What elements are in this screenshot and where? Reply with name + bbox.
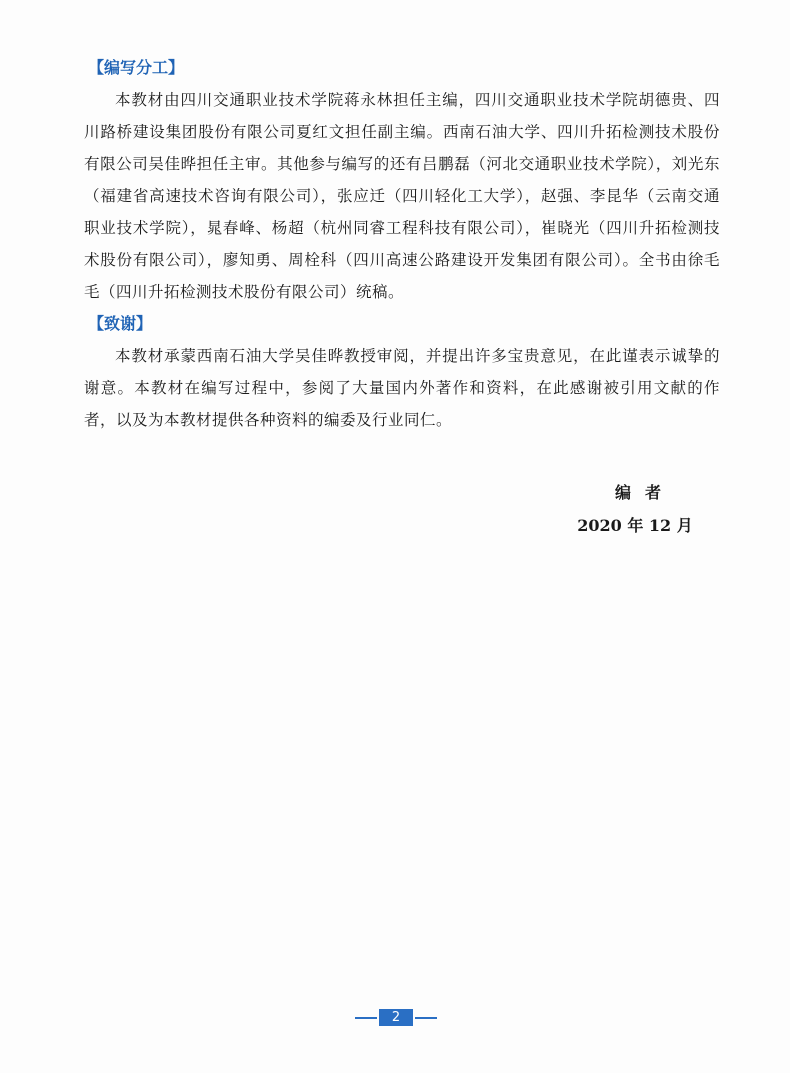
section-heading-acknowledgements: 【致谢】 bbox=[88, 314, 153, 333]
section-heading-division-of-work: 【编写分工】 bbox=[88, 58, 185, 77]
signature-block bbox=[560, 476, 710, 542]
page-number: 2 bbox=[379, 1009, 413, 1026]
page-number-footer bbox=[355, 1008, 437, 1028]
page-number-left-rule bbox=[355, 1017, 377, 1019]
signature-name: 编者 bbox=[614, 483, 675, 502]
paragraph-acknowledgements: 本教材承蒙西南石油大学吴佳晔教授审阅，并提出许多宝贵意见，在此谨表示诚挚的谢意。本教材在编写过程中，参阅了大量国内外著作和资料，在此感谢被引用文献的作者，以及为本教材提供各种资料的编委及行业同仁。 bbox=[84, 347, 720, 429]
page-number-right-rule bbox=[415, 1017, 437, 1019]
main-content bbox=[84, 52, 720, 436]
signature-date: 2020 年 12 月 bbox=[577, 516, 693, 535]
paragraph-division-of-work: 本教材由四川交通职业技术学院蒋永林担任主编，四川交通职业技术学院胡德贵、四川路桥建设集团股份有限公司夏红文担任副主编。西南石油大学、四川升拓检测技术股份有限公司吴佳晔担任主审。其他参与编写的还有吕鹏磊（河北交通职业技术学院），刘光东（福建省高速技术咨询有限公司），张应迁（四川轻化工大学），赵强、李昆华（云南交通职业技术学院），晁春峰、杨超（杭州同睿工程科技有限公司），崔晓光（四川升拓检测技术股份有限公司），廖知勇、周栓科（四川高速公路建设开发集团有限公司）。全书由徐毛毛（四川升拓检测技术股份有限公司）统稿。 bbox=[84, 91, 720, 301]
